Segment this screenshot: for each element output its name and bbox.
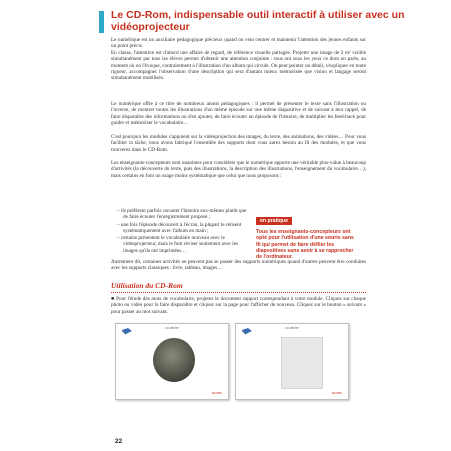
- bullet-item: – ils préfèrent parfois raconter l'histoire eux-mêmes plutôt que de faire écouter l'enregistrement proposé ;: [117, 208, 247, 221]
- bullet-item: – une fois l'épisode découvert à l'écran, la plupart le relisent systématiquement avec l'album en main ;: [117, 221, 242, 234]
- paragraph-autrement-dit: Autrement dit, certaines activités ne peuvent pas se passer des supports numériques quand d'autres peuvent être conduites avec les supports classiques : livre, tableau, images…: [111, 259, 366, 272]
- title-accent-bar: [99, 11, 104, 33]
- screen-word-title: un denier: [285, 326, 299, 330]
- en-pratique-box: [256, 209, 354, 260]
- cdrom-screenshot-coin: [115, 323, 229, 400]
- en-pratique-text: Tous les enseignants-concepteurs ont opté pour l'utilisation d'une souris sans fil qui permet de faire défiler les diapositives sans avoir à se rapprocher de l'ordinateur.: [256, 229, 354, 261]
- paragraph-numerique-atouts: Le numérique offre à ce titre de nombreux atouts pédagogiques : il permet de présenter le texte sans l'illustration ou l'inverse, de montrer toutes les illustrations d'un même épisode sur une même diapositive et de suivant à leur rappel, de faire disparaître des informations ou d'en ajouter, de faire écouter un épisode de l'histoire, de multiplier les feed-back pour guider et mémoriser le vocabulaire…: [111, 101, 366, 126]
- section-divider: [111, 292, 366, 293]
- bullet-list: [117, 208, 252, 255]
- next-button[interactable]: suivant: [331, 391, 342, 395]
- paragraph-intro: Le numérique est un auxiliaire pédagogique précieux quand on veut centrer et maintenir l'attention des jeunes enfants sur un point précis.: [111, 37, 366, 50]
- next-button[interactable]: suivant: [211, 391, 222, 395]
- coin-photo[interactable]: [153, 338, 195, 382]
- section-instructions: ■ Pour l'étude des mots de vocabulaire, projetez le document support correspondant à votre module. Cliquez sur chaque photo ou vidéo pour la faire disparaître et cliquez sur la page pour l'afficher de nouveau. Cliquez sur le bouton « suivant » pour passer au mot suivant.: [111, 296, 366, 315]
- paragraph-enseignants: Les enseignants-concepteurs sont unanimes pour considérer que le numérique apporte une véritable plus-value à beaucoup d'activités (la découverte du texte, puis des illustrations, la description des illustrations, l'enseignement du vocabulaire…), mais certains en font un usage moins systématique que celui que nous proposons :: [111, 160, 366, 179]
- paragraph-modules: C'est pourquoi les modules s'appuient sur la vidéoprojection des images, du texte, des animations, des vidéos… Pour vous faciliter la tâche, nous avons fabriqué l'ensemble des supports dont vous aurez besoin au fil des modules, et que vous trouverez dans le CD-Rom.: [111, 134, 366, 153]
- hidden-photo-placeholder[interactable]: [281, 337, 323, 389]
- page-number: 22: [115, 438, 123, 445]
- page-title: Le CD-Rom, indispensable outil interactif à utiliser avec un vidéoprojecteur: [111, 9, 405, 33]
- cdrom-screenshot-hidden: [235, 323, 349, 400]
- section-heading: Utilisation du CD-Rom: [111, 281, 183, 290]
- en-pratique-label: en pratique: [256, 217, 292, 225]
- bullet-item: – certains présentent le vocabulaire nouveau avec le vidéoprojecteur, mais le font réviser seulement avec les images qu'ils ont imprimées…: [117, 235, 239, 254]
- screen-word-title: un denier: [165, 326, 179, 330]
- paragraph-attention: En classe, l'attention est d'abord une affaire de regard, de référence visuelle partagée. Projeter une image de 2 m² visible simultanément par tous les élèves permet d'obtenir une attention conjointe : tous ont sous les yeux ce dont on parle, au moment où on l'évoque, contrairement à l'illustration d'un album qui circule. On peut pointer un détail, s'expliquer en toute rigueur, accompagner l'observation d'une description qui sera d'autant mieux mémorisée que vision et langage seront simultanément mobilisés.: [111, 50, 366, 82]
